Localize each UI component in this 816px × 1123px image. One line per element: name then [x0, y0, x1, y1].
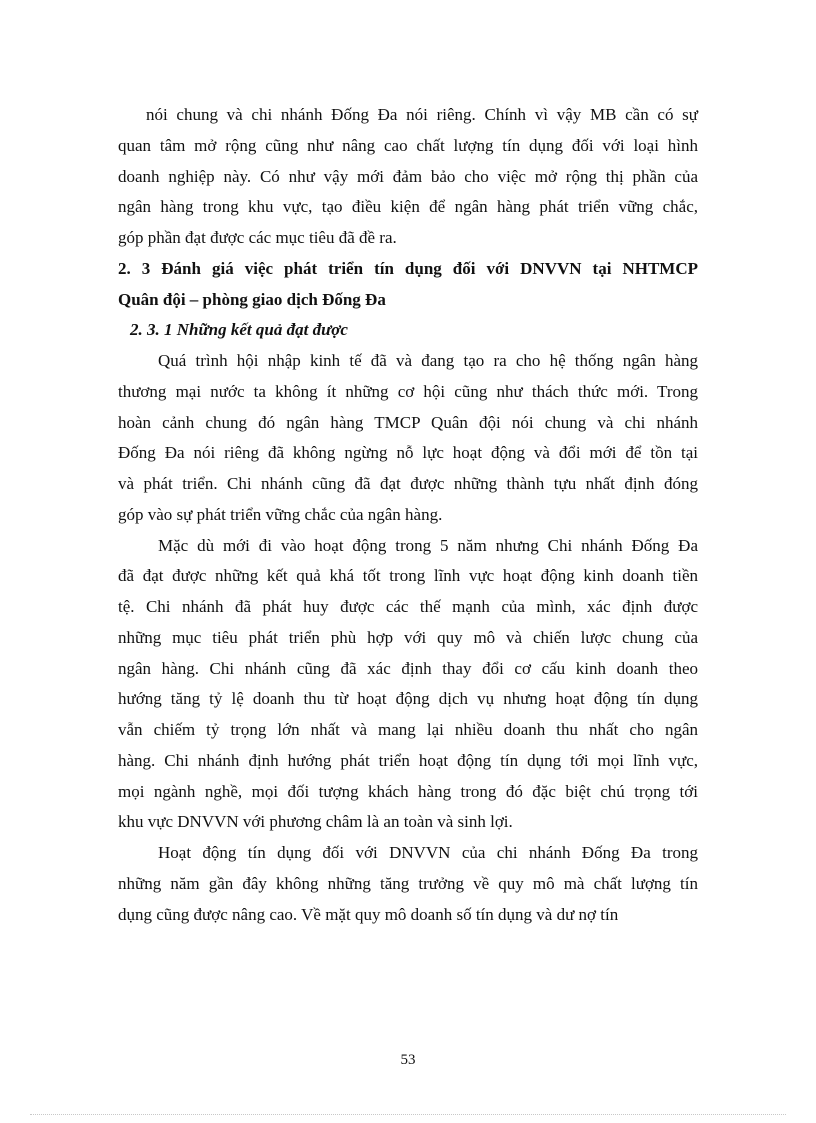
paragraph-line: hoàn cảnh chung đó ngân hàng TMCP Quân đội nói chung và chi nhánh — [118, 412, 698, 432]
paragraph-line: dụng cũng được nâng cao. Về mặt quy mô doanh số tín dụng và dư nợ tín — [118, 904, 619, 924]
paragraph-line: thương mại nước ta không ít những cơ hội cũng như thách thức mới. Trong — [118, 381, 698, 401]
paragraph-line: mọi ngành nghề, mọi đối tượng khách hàng trong đó đặc biệt chú trọng tới — [118, 781, 698, 801]
paragraph-line: Quá trình hội nhập kinh tế đã và đang tạo ra cho hệ thống ngân hàng — [158, 351, 698, 370]
paragraph-line: vẫn chiếm tỷ trọng lớn nhất và mang lại nhiều doanh thu nhất cho ngân — [118, 720, 698, 739]
paragraph-line: hướng tăng tỷ lệ doanh thu từ hoạt động dịch vụ nhưng hoạt động tín dụng — [118, 689, 698, 709]
section-heading-line: Quân đội – phòng giao dịch Đống Đa — [118, 289, 386, 309]
paragraph-line: Đống Đa nói riêng đã không ngừng nỗ lực hoạt động và đổi mới để tồn tại — [118, 443, 698, 463]
paragraph-line: góp phần đạt được các mục tiêu đã đề ra. — [118, 228, 397, 247]
paragraph-line: nói chung và chi nhánh Đống Đa nói riêng. Chính vì vậy MB cần có sự — [146, 105, 698, 124]
paragraph-line: doanh nghiệp này. Có như vậy mới đảm bảo cho việc mở rộng thị phần của — [118, 166, 698, 186]
paragraph-line: khu vực DNVVN với phương châm là an toàn và sinh lợi. — [118, 812, 513, 832]
paragraph-line: đã đạt được những kết quả khá tốt trong lĩnh vực hoạt động kinh doanh tiền — [118, 566, 698, 586]
page-bottom-divider — [30, 1114, 786, 1115]
paragraph-line: Hoạt động tín dụng đối với DNVVN của chi nhánh Đống Đa trong — [158, 843, 698, 862]
subsection-heading-line: 2. 3. 1 Những kết quả đạt được — [130, 320, 348, 340]
paragraph-line: quan tâm mở rộng cũng như nâng cao chất lượng tín dụng đối với loại hình — [118, 135, 698, 155]
paragraph-line: ngân hàng trong khu vực, tạo điều kiện để ngân hàng phát triển vững chắc, — [118, 197, 698, 217]
paragraph-line: những mục tiêu phát triển phù hợp với quy mô và chiến lược chung của — [118, 627, 698, 647]
page-number: 53 — [400, 1052, 416, 1068]
paragraph-line: và phát triển. Chi nhánh cũng đã đạt được những thành tựu nhất định đóng — [118, 474, 698, 493]
paragraph-line: những năm gần đây không những tăng trưởng về quy mô mà chất lượng tín — [118, 873, 698, 893]
paragraph-line: tệ. Chi nhánh đã phát huy được các thế mạnh của mình, xác định được — [118, 597, 698, 616]
section-heading-line: 2. 3 Đánh giá việc phát triển tín dụng đối với DNVVN tại NHTMCP — [118, 258, 698, 278]
paragraph-line: góp vào sự phát triển vững chắc của ngân hàng. — [118, 504, 443, 524]
paragraph-line: Mặc dù mới đi vào hoạt động trong 5 năm nhưng Chi nhánh Đống Đa — [158, 535, 698, 555]
paragraph-line: ngân hàng. Chi nhánh cũng đã xác định thay đổi cơ cấu kinh doanh theo — [118, 658, 698, 678]
paragraph-line: hàng. Chi nhánh định hướng phát triển hoạt động tín dụng tới mọi lĩnh vực, — [118, 750, 698, 770]
document-body — [118, 100, 698, 930]
